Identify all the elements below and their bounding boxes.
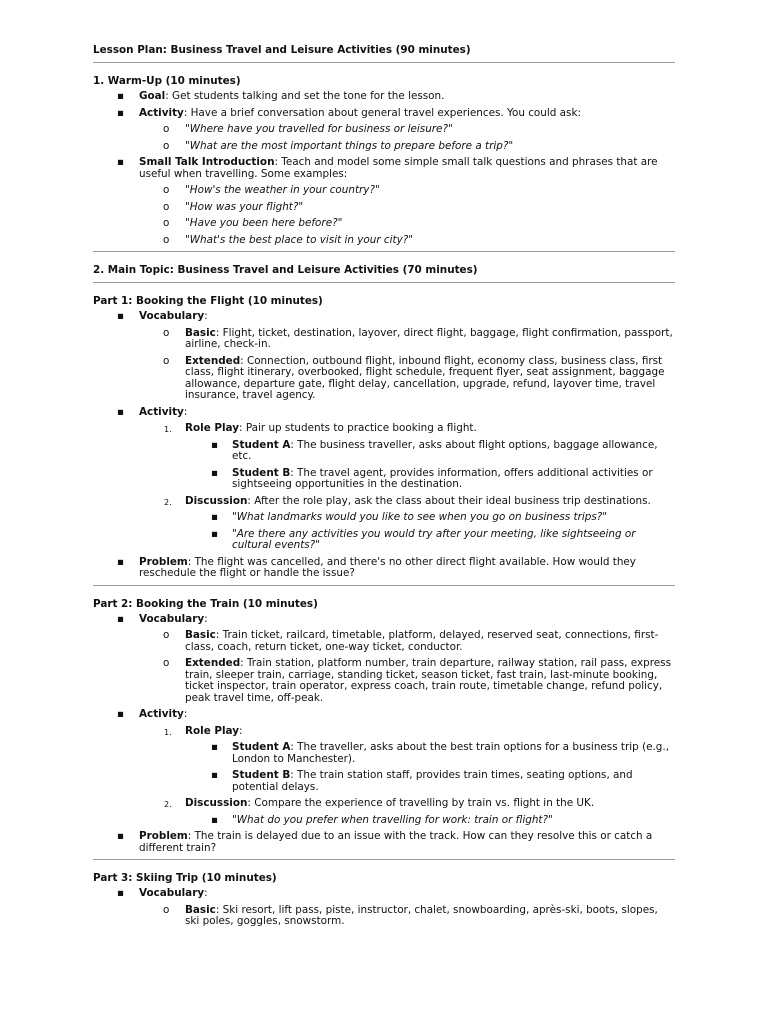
item-label: Discussion bbox=[185, 797, 248, 809]
list-item bbox=[93, 905, 675, 928]
part-heading-flight: Part 1: Booking the Flight (10 minutes) bbox=[93, 295, 323, 307]
list-item bbox=[93, 512, 675, 524]
list-item bbox=[93, 770, 675, 793]
item-label: Role Play bbox=[185, 724, 240, 737]
item-label: Discussion bbox=[185, 494, 248, 507]
list-item bbox=[93, 726, 675, 738]
list-item bbox=[93, 185, 675, 197]
bullet-marker: ▪ bbox=[117, 310, 125, 322]
list-item bbox=[93, 742, 675, 765]
list-item bbox=[93, 468, 675, 491]
circle-marker: o bbox=[163, 354, 170, 367]
circle-marker: o bbox=[163, 123, 170, 135]
list-item bbox=[93, 108, 675, 120]
list-item: ▪ Activity: bbox=[117, 405, 188, 418]
list-item bbox=[93, 328, 675, 351]
example-question: "How was your flight?" bbox=[185, 200, 304, 213]
bullet-marker: ▪ bbox=[211, 438, 219, 451]
item-label: Student A bbox=[232, 741, 291, 753]
item-text: : Teach and model some simple small talk questions and phrases that are useful when travelling. Some examples: bbox=[139, 156, 658, 180]
item-text: : Get students talking and set the tone for the lesson. bbox=[165, 90, 445, 102]
circle-marker: o bbox=[163, 657, 170, 669]
circle-marker: o bbox=[163, 903, 170, 916]
item-label: Extended bbox=[185, 354, 241, 367]
item-label: Vocabulary bbox=[139, 310, 205, 322]
list-item bbox=[93, 630, 675, 653]
item-text: : After the role play, ask the class about their ideal business trip destinations. bbox=[247, 494, 651, 507]
list-item bbox=[93, 831, 675, 854]
example-question: "What's the best place to visit in your city?" bbox=[185, 233, 414, 246]
list-item bbox=[93, 557, 675, 580]
list-item bbox=[93, 91, 675, 103]
number-marker: 2. bbox=[164, 800, 172, 809]
item-label: Activity bbox=[139, 106, 184, 119]
bullet-marker: ▪ bbox=[117, 106, 125, 119]
list-item bbox=[93, 141, 675, 153]
circle-marker: o bbox=[163, 326, 170, 339]
bullet-marker: ▪ bbox=[211, 813, 219, 826]
list-item bbox=[93, 218, 675, 230]
bullet-marker: ▪ bbox=[117, 405, 125, 418]
item-label: Student A bbox=[232, 438, 291, 451]
list-item bbox=[93, 440, 675, 463]
bullet-marker: ▪ bbox=[117, 887, 125, 899]
item-text: : Train ticket, railcard, timetable, platform, delayed, reserved seat, connections, first-class, coach, return ticket, one-way ticket, conductor. bbox=[185, 629, 659, 653]
list-item bbox=[93, 157, 675, 180]
list-item bbox=[93, 815, 675, 827]
bullet-marker: ▪ bbox=[117, 708, 125, 720]
example-question: "Have you been here before?" bbox=[185, 217, 343, 229]
list-item: ▪ Activity: bbox=[117, 708, 188, 720]
bullet-marker: ▪ bbox=[117, 830, 125, 842]
list-item bbox=[93, 202, 675, 214]
item-text: : Have a brief conversation about general travel experiences. You could ask: bbox=[183, 106, 581, 119]
number-marker: 1. bbox=[164, 425, 172, 434]
circle-marker: o bbox=[163, 217, 170, 229]
item-label: Basic bbox=[185, 903, 216, 916]
divider bbox=[93, 62, 675, 63]
item-label: Extended bbox=[185, 657, 241, 669]
list-item bbox=[93, 496, 675, 508]
document-page bbox=[93, 44, 675, 933]
item-text: : Compare the experience of travelling by train vs. flight in the UK. bbox=[247, 797, 595, 809]
page-title: Lesson Plan: Business Travel and Leisure Activities (90 minutes) bbox=[93, 44, 471, 56]
divider bbox=[93, 282, 675, 283]
bullet-marker: ▪ bbox=[211, 741, 219, 753]
divider bbox=[93, 251, 675, 252]
part-heading-skiing: Part 3: Skiing Trip (10 minutes) bbox=[93, 872, 277, 884]
bullet-marker: ▪ bbox=[117, 90, 125, 102]
list-item: ▪ Vocabulary: bbox=[117, 310, 208, 322]
circle-marker: o bbox=[163, 629, 170, 641]
list-item: ▪ Vocabulary: bbox=[117, 887, 208, 899]
item-label: Activity bbox=[139, 708, 184, 720]
item-text: : The traveller, asks about the best train options for a business trip (e.g., London to Manchester). bbox=[232, 741, 670, 765]
bullet-marker: ▪ bbox=[117, 156, 125, 168]
circle-marker: o bbox=[163, 184, 170, 196]
bullet-marker: ▪ bbox=[211, 466, 219, 479]
item-text: : Ski resort, lift pass, piste, instructor, chalet, snowboarding, après-ski, boots, slopes, ski poles, goggles, snowstorm. bbox=[185, 903, 658, 927]
item-text: : Connection, outbound flight, inbound flight, economy class, business class, first class, flight itinerary, overbooked, flight schedule, frequent flyer, seat assignment, baggage allowance, departure gate, flight delay, cancellation, upgrade, refund, layover time, travel insurance, travel agency. bbox=[185, 354, 665, 401]
bullet-marker: ▪ bbox=[211, 527, 219, 540]
item-text: : The travel agent, provides information, offers additional activities or sightseeing opportunities in the destination. bbox=[232, 466, 653, 490]
list-item: ▪ Vocabulary: bbox=[117, 612, 208, 625]
divider bbox=[93, 585, 675, 586]
circle-marker: o bbox=[163, 200, 170, 213]
bullet-marker: ▪ bbox=[211, 769, 219, 781]
item-label: Small Talk Introduction bbox=[139, 156, 275, 168]
item-label: Student B bbox=[232, 769, 291, 781]
list-item bbox=[93, 798, 675, 810]
item-label: Role Play bbox=[185, 422, 240, 434]
section-heading-warmup: 1. Warm-Up (10 minutes) bbox=[93, 75, 241, 87]
bullet-marker: ▪ bbox=[117, 612, 125, 625]
list-item bbox=[93, 356, 675, 402]
item-text: : The business traveller, asks about flight options, baggage allowance, etc. bbox=[232, 438, 658, 462]
item-label: Vocabulary bbox=[139, 887, 205, 899]
example-question: "What do you prefer when travelling for work: train or flight?" bbox=[232, 813, 553, 826]
example-question: "How's the weather in your country?" bbox=[185, 184, 380, 196]
number-marker: 1. bbox=[164, 727, 172, 737]
item-text: : The flight was cancelled, and there's no other direct flight available. How would they reschedule the flight or handle the issue? bbox=[139, 555, 636, 579]
item-label: Student B bbox=[232, 466, 291, 479]
item-label: Basic bbox=[185, 326, 216, 339]
item-label: Activity bbox=[139, 405, 184, 418]
item-text: : The train is delayed due to an issue with the track. How can they resolve this or catch a different train? bbox=[139, 830, 653, 854]
item-label: Goal bbox=[139, 90, 166, 102]
item-label: Problem bbox=[139, 830, 188, 842]
list-item bbox=[93, 124, 675, 136]
example-question: "What landmarks would you like to see when you go on business trips?" bbox=[232, 511, 608, 523]
list-item bbox=[93, 235, 675, 247]
item-label: Problem bbox=[139, 555, 188, 568]
item-text: : bbox=[239, 724, 243, 737]
circle-marker: o bbox=[163, 139, 170, 152]
item-text: : Flight, ticket, destination, layover, direct flight, baggage, flight confirmation, passport, airline, check-in. bbox=[185, 326, 673, 350]
item-text: : Train station, platform number, train departure, railway station, rail pass, express train, sleeper train, carriage, standing ticket, season ticket, fast train, last-minute booking, ticket inspector, train operator, express coach, train route, timetable change, refund policy, peak travel time, off-peak. bbox=[185, 657, 671, 704]
item-text: : Pair up students to practice booking a flight. bbox=[239, 422, 477, 434]
item-text: : The train station staff, provides train times, seating options, and potential delays. bbox=[232, 769, 633, 793]
number-marker: 2. bbox=[164, 497, 172, 507]
list-item bbox=[93, 529, 675, 552]
bullet-marker: ▪ bbox=[211, 511, 219, 523]
example-question: "Where have you travelled for business or leisure?" bbox=[185, 123, 453, 135]
circle-marker: o bbox=[163, 233, 170, 246]
list-item bbox=[93, 423, 675, 435]
section-heading-main: 2. Main Topic: Business Travel and Leisure Activities (70 minutes) bbox=[93, 264, 478, 276]
example-question: "What are the most important things to prepare before a trip?" bbox=[185, 139, 514, 152]
list-item bbox=[93, 658, 675, 704]
part-heading-train: Part 2: Booking the Train (10 minutes) bbox=[93, 597, 318, 610]
bullet-marker: ▪ bbox=[117, 555, 125, 568]
item-label: Basic bbox=[185, 629, 216, 641]
divider bbox=[93, 859, 675, 860]
example-question: "Are there any activities you would try after your meeting, like sightseeing or cultural events?" bbox=[232, 527, 636, 551]
item-label: Vocabulary bbox=[139, 612, 205, 625]
